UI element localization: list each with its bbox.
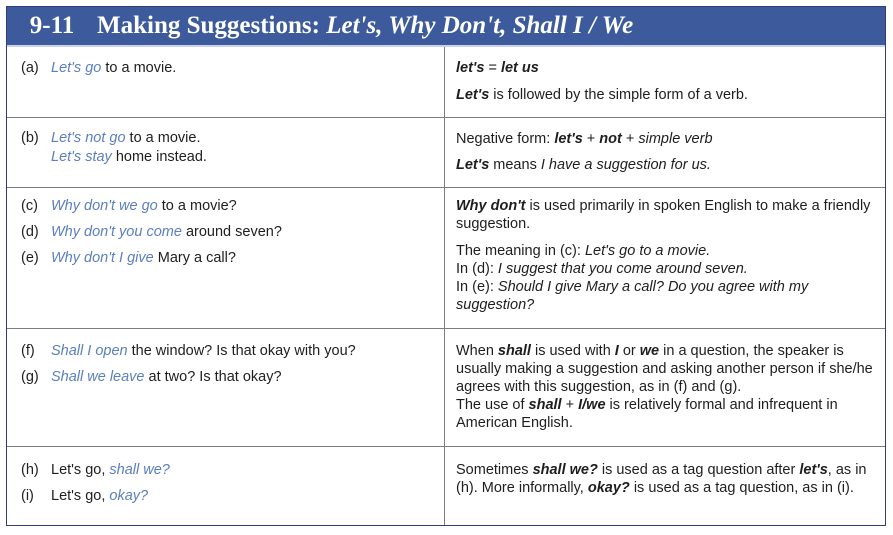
explanation-text: let's = let us [456, 60, 539, 76]
chart-number: 9-11 [29, 12, 75, 39]
explanation-text: Sometimes shall we? is used as a tag question after let's, as in (h). More informally, okay? is used as a tag question, as in (i). [456, 462, 867, 496]
example-c: (c) Why don't we go to a movie? [21, 198, 237, 214]
table-row [7, 47, 885, 118]
explanation-text: The use of shall + I/we is relatively formal and infrequent in American English. [456, 397, 838, 431]
explanation-text: Let's means I have a suggestion for us. [456, 157, 711, 173]
explanation-text: Why don't is used primarily in spoken English to make a friendly suggestion. [456, 198, 871, 232]
example-i: (i) Let's go, okay? [21, 488, 149, 504]
table-row [7, 188, 885, 329]
table-row [7, 329, 885, 447]
explanation-text: In (d): I suggest that you come around seven. [456, 261, 748, 277]
grammar-chart [6, 6, 886, 526]
chart-header [7, 7, 885, 45]
example-f: (f) Shall I open the window? Is that okay with you? [21, 343, 356, 359]
table-row [7, 447, 885, 525]
explanation-text: In (e): Should I give Mary a call? Do you agree with my suggestion? [456, 279, 809, 313]
explanation-text: When shall is used with I or we in a question, the speaker is usually making a suggestion and asking another person if she/he agrees with this suggestion, as in (f) and (g). [456, 343, 873, 395]
explanation-text: Negative form: let's + not + simple verb [456, 131, 713, 147]
explanation-text: Let's is followed by the simple form of a verb. [456, 87, 748, 103]
example-d: (d) Why don't you come around seven? [21, 224, 282, 240]
example-a: (a) Let's go to a movie. [21, 60, 177, 76]
explanation-text: The meaning in (c): Let's go to a movie. [456, 243, 711, 259]
chart-subtitle: Let's, Why Don't, Shall I / We [326, 12, 634, 39]
example-e: (e) Why don't I give Mary a call? [21, 250, 236, 266]
example-b-2: Let's stay home instead. [51, 149, 207, 165]
example-b: (b) Let's not go to a movie. [21, 130, 201, 146]
example-g: (g) Shall we leave at two? Is that okay? [21, 369, 282, 385]
table-row [7, 118, 885, 188]
chart-title: Making Suggestions: [97, 12, 327, 39]
example-h: (h) Let's go, shall we? [21, 462, 170, 478]
